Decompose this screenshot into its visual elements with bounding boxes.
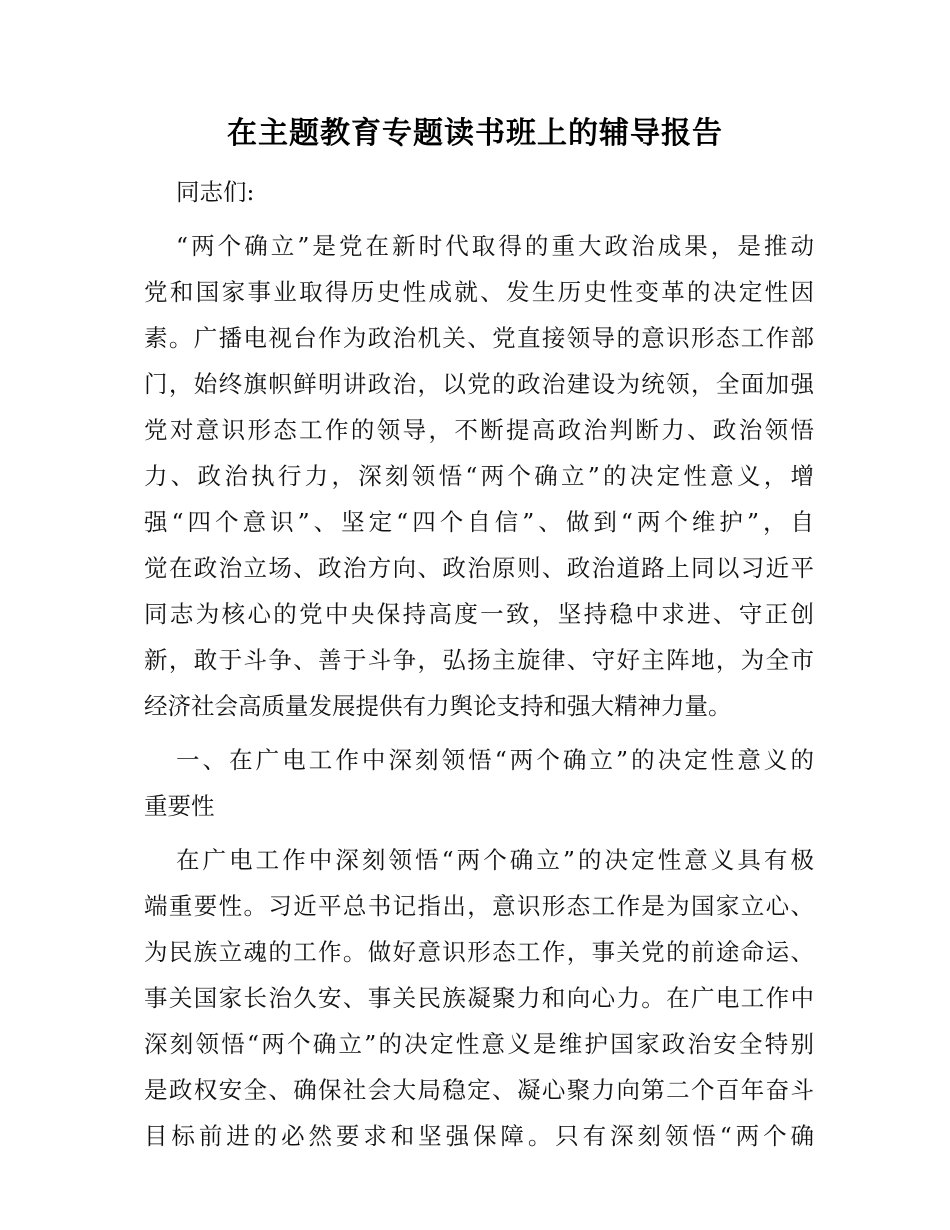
document-title: 在主题教育专题读书班上的辅导报告 [227,116,723,151]
paragraph-1-line: 经济社会高质量发展提供有力舆论支持和强大精神力量。 [144,692,732,720]
paragraph-2-line: 在广电工作中深刻领悟“两个确立”的决定性意义具有极 [176,846,814,874]
paragraph-1-line: 力、政治执行力，深刻领悟“两个确立”的决定性意义，增 [144,462,814,490]
paragraph-1-line: 党和国家事业取得历史性成就、发生历史性变革的决定性因 [144,278,814,306]
paragraph-2-line: 事关国家长治久安、事关民族凝聚力和向心力。在广电工作中 [144,984,814,1012]
paragraph-1-line: “两个确立”是党在新时代取得的重大政治成果，是推动 [176,232,814,260]
paragraph-2-line: 为民族立魂的工作。做好意识形态工作，事关党的前途命运、 [144,938,814,966]
paragraph-1-line: 新，敢于斗争、善于斗争，弘扬主旋律、守好主阵地，为全市 [144,646,814,674]
paragraph-1-line: 党对意识形态工作的领导，不断提高政治判断力、政治领悟 [144,416,814,444]
paragraph-1-line: 同志为核心的党中央保持高度一致，坚持稳中求进、守正创 [144,600,814,628]
paragraph-2-line: 是政权安全、确保社会大局稳定、凝心聚力向第二个百年奋斗 [144,1076,814,1104]
paragraph-1-line: 门，始终旗帜鲜明讲政治，以党的政治建设为统领，全面加强 [144,370,814,398]
paragraph-2-line: 目标前进的必然要求和坚强保障。只有深刻领悟“两个确 [144,1122,814,1150]
section-heading-line: 重要性 [144,792,215,820]
paragraph-2-line: 端重要性。习近平总书记指出，意识形态工作是为国家立心、 [144,892,814,920]
section-heading-line: 一、在广电工作中深刻领悟“两个确立”的决定性意义的 [176,746,814,774]
salutation: 同志们: [176,178,255,206]
paragraph-1-line: 强“四个意识”、坚定“四个自信”、做到“两个维护”，自 [144,508,814,536]
paragraph-2-line: 深刻领悟“两个确立”的决定性意义是维护国家政治安全特别 [144,1030,814,1058]
paragraph-1-line: 素。广播电视台作为政治机关、党直接领导的意识形态工作部 [144,324,814,352]
paragraph-1-line: 觉在政治立场、政治方向、政治原则、政治道路上同以习近平 [144,554,814,582]
